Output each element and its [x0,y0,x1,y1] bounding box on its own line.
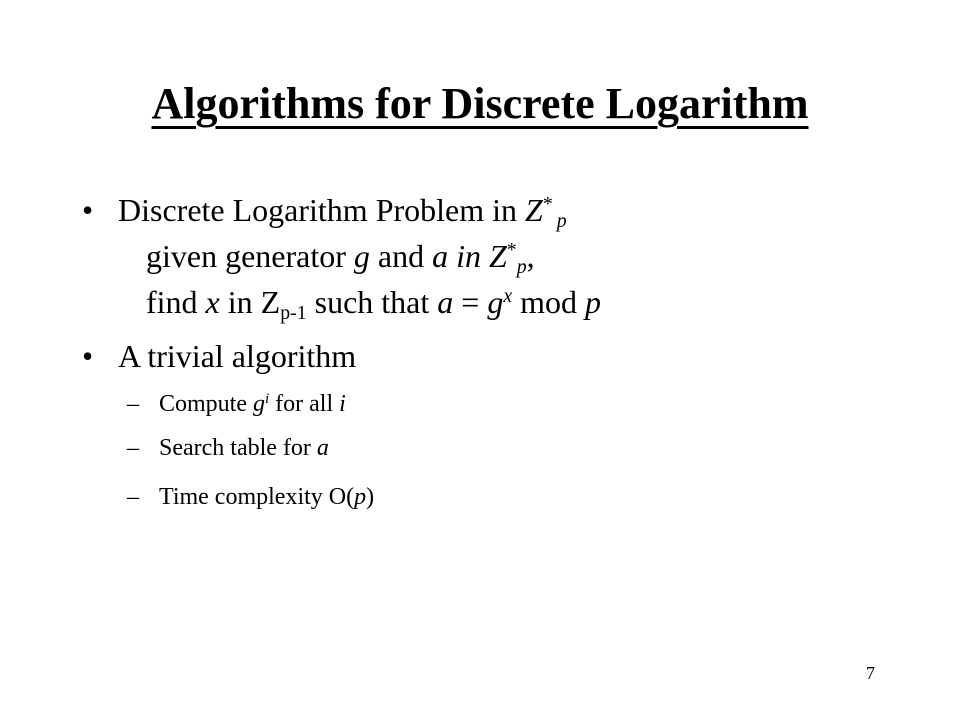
math-var: p [585,284,602,320]
bullet-trivial-algorithm [82,336,356,376]
bullet-text: Discrete Logarithm Problem in [118,192,526,228]
page-number: 7 [866,663,875,683]
sub-bullet-marker: – [127,484,139,510]
subscript: p [516,255,527,278]
text-run: = [453,284,488,320]
math-var: a [316,435,329,461]
text-run: and [369,238,433,274]
math-var: g [487,284,504,320]
bullet-marker: • [82,338,94,374]
text-run: Compute [159,391,253,417]
subscript: p [556,209,567,232]
text-run: such that [306,284,438,320]
math-var: g [253,391,265,417]
text-run: for all [269,391,340,417]
slide-title [0,78,960,130]
text-run: mod [512,284,586,320]
superscript: * [542,193,553,216]
bullet-continuation-line [146,282,601,322]
text-run: given generator [146,238,354,274]
text-run: Time complexity O( [159,484,355,510]
sub-bullet-marker: – [127,391,139,417]
math-var: a in Z [432,238,507,274]
math-var: Z [525,192,543,228]
slide-title-text: Algorithms for Discrete Logarithm [151,79,809,128]
superscript: x [503,285,513,308]
superscript: i [265,390,270,407]
text-run: Search table for [159,435,317,461]
bullet-continuation-line [146,236,535,276]
math-var: p [354,484,367,510]
bullet-text: A trivial algorithm [118,338,357,374]
text-run: , [526,238,535,274]
sub-item-search [127,433,329,463]
text-run: in Z [219,284,281,320]
sub-item-compute [127,389,346,419]
text-run: find [146,284,206,320]
math-var: g [353,238,370,274]
bullet-discrete-log-problem [82,190,567,230]
superscript: * [506,239,517,262]
bullet-marker: • [82,192,94,228]
math-var: x [205,284,220,320]
math-var: i [339,391,346,417]
sub-item-time-complexity [127,482,374,512]
text-run: ) [366,484,375,510]
math-var: a [437,284,454,320]
subscript: p-1 [280,301,307,324]
sub-bullet-marker: – [127,435,139,461]
